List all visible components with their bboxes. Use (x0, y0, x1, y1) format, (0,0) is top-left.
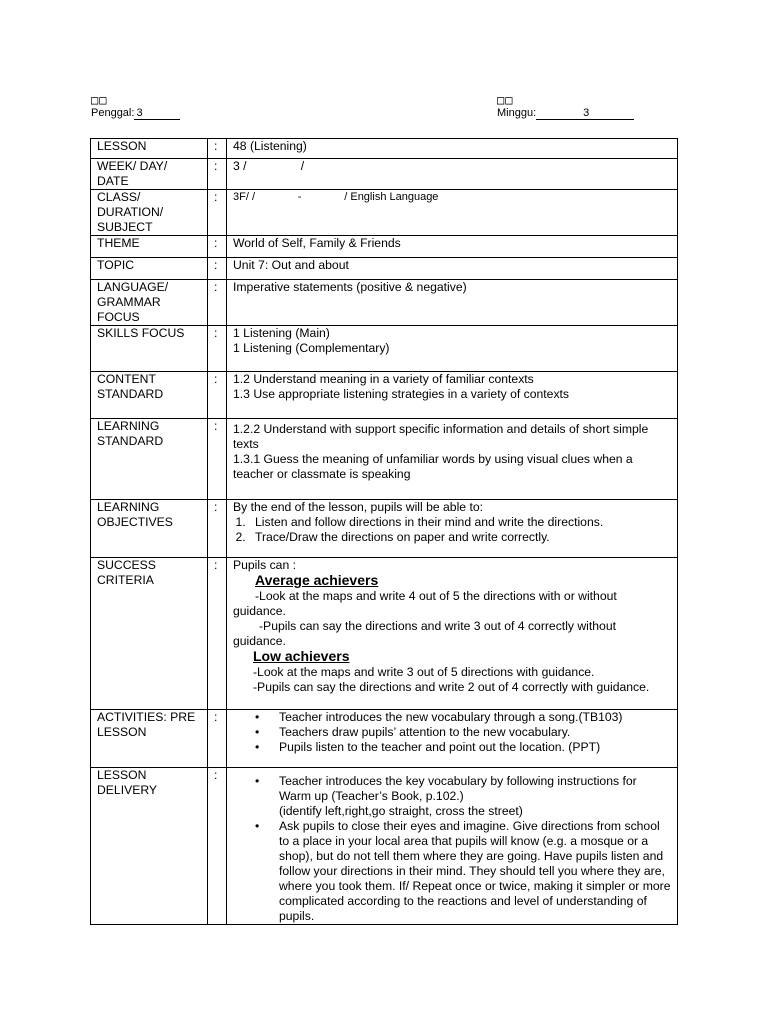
delivery-item-2: • Ask pupils to close their eyes and imagine. Give directions from school to a place in your local area that pupils will know (e.g. a mosque or a shop), but do not tell them where they are going. Have pupils listen and follow your directions in their mind. They should tell you where they are, where you took them. If/ Repeat once or twice, making it simpler or more complicated according to the reactions and level of understanding of pupils. (279, 819, 671, 924)
colon: : (208, 326, 227, 372)
term-value: 3 (136, 107, 143, 119)
row-activities (91, 710, 678, 768)
skill-main: 1 Listening (Main) (233, 326, 330, 340)
colon: : (208, 139, 227, 159)
average-criterion-1: -Look at the maps and write 4 out of 5 the directions with or without guidance. (233, 589, 617, 618)
objective-item: 1. Listen and follow directions in their mind and write the directions. (249, 515, 671, 530)
row-lesson-delivery (91, 768, 678, 925)
term-label: Penggal: (91, 107, 135, 119)
value-content-standard (227, 372, 678, 419)
delivery-item-1: • Teacher introduces the key vocabulary by following instructions for Warm up (Teacher’s Book, p.102.) (279, 774, 637, 803)
term-glyph: □□ (91, 93, 108, 107)
value-topic: Unit 7: Out and about (227, 258, 678, 280)
colon: : (208, 768, 227, 925)
row-language (91, 280, 678, 326)
objectives-list (233, 515, 671, 545)
delivery-item (279, 774, 671, 819)
skill-complementary: 1 Listening (Complementary) (233, 341, 390, 355)
average-achievers-title: Average achievers (255, 572, 379, 588)
row-learning-standard (91, 419, 678, 500)
delivery-list (233, 774, 671, 924)
label-topic: TOPIC (91, 258, 208, 280)
activity-item: • Teacher introduces the new vocabulary through a song.(TB103) (279, 710, 671, 725)
lesson-plan-table (90, 138, 678, 925)
average-criterion-2: -Pupils can say the directions and write 3 out of 4 correctly without guidance. (233, 619, 616, 648)
low-achievers-title: Low achievers (253, 648, 350, 664)
content-standard-1: 1.2 Understand meaning in a variety of familiar contexts (233, 372, 534, 386)
low-criterion-2: -Pupils can say the directions and write 2 out of 4 correctly with guidance. (253, 680, 650, 694)
row-skills (91, 326, 678, 372)
row-topic (91, 258, 678, 280)
delivery-item-1-sub: (identify left,right,go straight, cross the street) (279, 804, 523, 818)
row-objectives (91, 500, 678, 558)
objective-item: 2. Trace/Draw the directions on paper and write correctly. (249, 530, 671, 545)
row-week (91, 159, 678, 190)
value-theme: World of Self, Family & Friends (227, 236, 678, 258)
week-label: Minggu: (497, 107, 537, 119)
colon: : (208, 419, 227, 500)
objectives-intro: By the end of the lesson, pupils will be able to: (233, 500, 483, 514)
label-theme: THEME (91, 236, 208, 258)
label-content-standard: CONTENT STANDARD (91, 372, 208, 419)
label-week: WEEK/ DAY/ DATE (91, 159, 208, 190)
colon: : (208, 190, 227, 236)
row-class (91, 190, 678, 236)
colon: : (208, 280, 227, 326)
label-activities: ACTIVITIES: PRE LESSON (91, 710, 208, 768)
row-lesson (91, 139, 678, 159)
label-lesson-delivery: LESSON DELIVERY (91, 768, 208, 925)
content-standard-2: 1.3 Use appropriate listening strategies in a variety of contexts (233, 387, 570, 401)
value-class: 3F/ / - / English Language (227, 190, 678, 236)
activities-list (233, 710, 671, 755)
label-learning-standard: LEARNING STANDARD (91, 419, 208, 500)
learning-standard-1: 1.2.2 Understand with support specific information and details of short simple texts (233, 422, 649, 451)
value-lesson: 48 (Listening) (227, 139, 678, 159)
week-value: 3 (583, 107, 590, 119)
learning-standard-2: 1.3.1 Guess the meaning of unfamiliar words by using visual clues when a teacher or classmate is speaking (233, 452, 633, 481)
row-content-standard (91, 372, 678, 419)
activity-item: • Pupils listen to the teacher and point out the location. (PPT) (279, 740, 671, 755)
week-glyph: □□ (497, 93, 514, 107)
value-lesson-delivery (227, 768, 678, 925)
colon: : (208, 258, 227, 280)
label-class: CLASS/ DURATION/ SUBJECT (91, 190, 208, 236)
value-activities (227, 710, 678, 768)
row-theme (91, 236, 678, 258)
colon: : (208, 500, 227, 558)
colon: : (208, 710, 227, 768)
value-success-criteria (227, 558, 678, 710)
label-objectives: LEARNING OBJECTIVES (91, 500, 208, 558)
colon: : (208, 236, 227, 258)
low-criterion-1: -Look at the maps and write 3 out of 5 directions with guidance. (253, 665, 595, 679)
success-intro: Pupils can : (233, 558, 297, 572)
colon: : (208, 372, 227, 419)
term-header (91, 94, 180, 120)
row-success-criteria (91, 558, 678, 710)
value-learning-standard (227, 419, 678, 500)
label-lesson: LESSON (91, 139, 208, 159)
label-success-criteria: SUCCESS CRITERIA (91, 558, 208, 710)
label-language: LANGUAGE/ GRAMMAR FOCUS (91, 280, 208, 326)
week-header (497, 94, 634, 120)
value-week: 3 / / (227, 159, 678, 190)
colon: : (208, 159, 227, 190)
value-language: Imperative statements (positive & negative) (227, 280, 678, 326)
value-skills (227, 326, 678, 372)
label-skills: SKILLS FOCUS (91, 326, 208, 372)
value-objectives (227, 500, 678, 558)
activity-item: • Teachers draw pupils’ attention to the new vocabulary. (279, 725, 671, 740)
colon: : (208, 558, 227, 710)
